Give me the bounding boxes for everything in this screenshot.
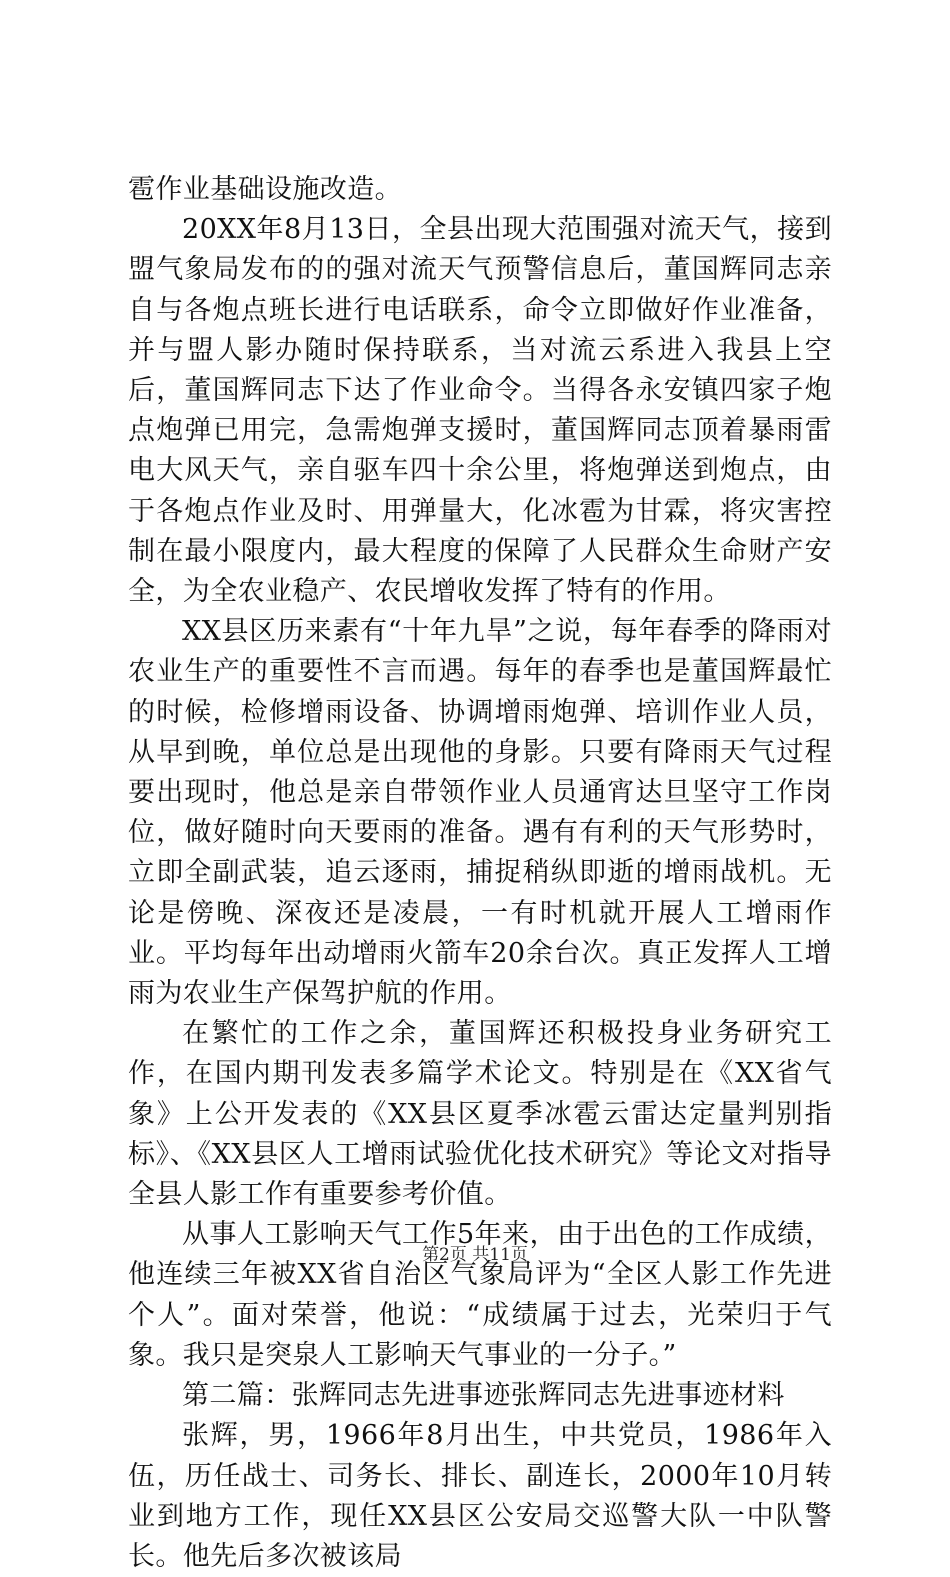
paragraph-7: 张辉，男，1966年8月出生，中共党员，1986年入伍，历任战士、司务长、排长、副连长，2000年10月转业到地方工作，现任XX县区公安局交巡警大队一中队警长。他先后多次被该局 [128, 1420, 832, 1572]
document-body [128, 170, 832, 1577]
paragraph-2: 20XX年8月13日，全县出现大范围强对流天气，接到盟气象局发布的的强对流天气预警信息后，董国辉同志亲自与各炮点班长进行电话联系，命令立即做好作业准备，并与盟人影办随时保持联系，当对流云系进入我县上空后，董国辉同志下达了作业命令。当得各永安镇四家子炮点炮弹已用完，急需炮弹支援时，董国辉同志顶着暴雨雷电大风天气，亲自驱车四十余公里，将炮弹送到炮点，由于各炮点作业及时、用弹量大，化冰雹为甘霖，将灾害控制在最小限度内，最大程度的保障了人民群众生命财产安全，为全农业稳产、农民增收发挥了特有的作用。 [128, 214, 832, 608]
paragraph-3: XX县区历来素有“十年九旱”之说，每年春季的降雨对农业生产的重要性不言而遇。每年的春季也是董国辉最忙的时候，检修增雨设备、协调增雨炮弹、培训作业人员，从早到晚，单位总是出现他的身影。只要有降雨天气过程要出现时，他总是亲自带领作业人员通宵达旦坚守工作岗位，做好随时向天要雨的准备。遇有有利的天气形势时，立即全副武装，追云逐雨，捕捉稍纵即逝的增雨战机。无论是傍晚、深夜还是凌晨，一有时机就开展人工增雨作业。平均每年出动增雨火箭车20余台次。真正发挥人工增雨为农业生产保驾护航的作用。 [128, 616, 832, 1010]
paragraph-4: 在繁忙的工作之余，董国辉还积极投身业务研究工作，在国内期刊发表多篇学术论文。特别是在《XX省气象》上公开发表的《XX县区夏季冰雹云雷达定量判别指标》、《XX县区人工增雨试验优化技术研究》等论文对指导全县人影工作有重要参考价值。 [128, 1018, 832, 1211]
section-heading: 第二篇：张辉同志先进事迹张辉同志先进事迹材料 [182, 1380, 785, 1412]
page-number-footer: 第2页 共11页 [422, 1245, 528, 1265]
paragraph-1: 雹作业基础设施改造。 [128, 174, 402, 205]
paragraph-5: 从事人工影响天气工作5年来，由于出色的工作成绩，他连续三年被XX省自治区气象局评为“全区人影工作先进个人”。面对荣誉，他说：“成绩属于过去，光荣归于气象。我只是突泉人工影响天气事业的一分子。” [128, 1219, 832, 1371]
